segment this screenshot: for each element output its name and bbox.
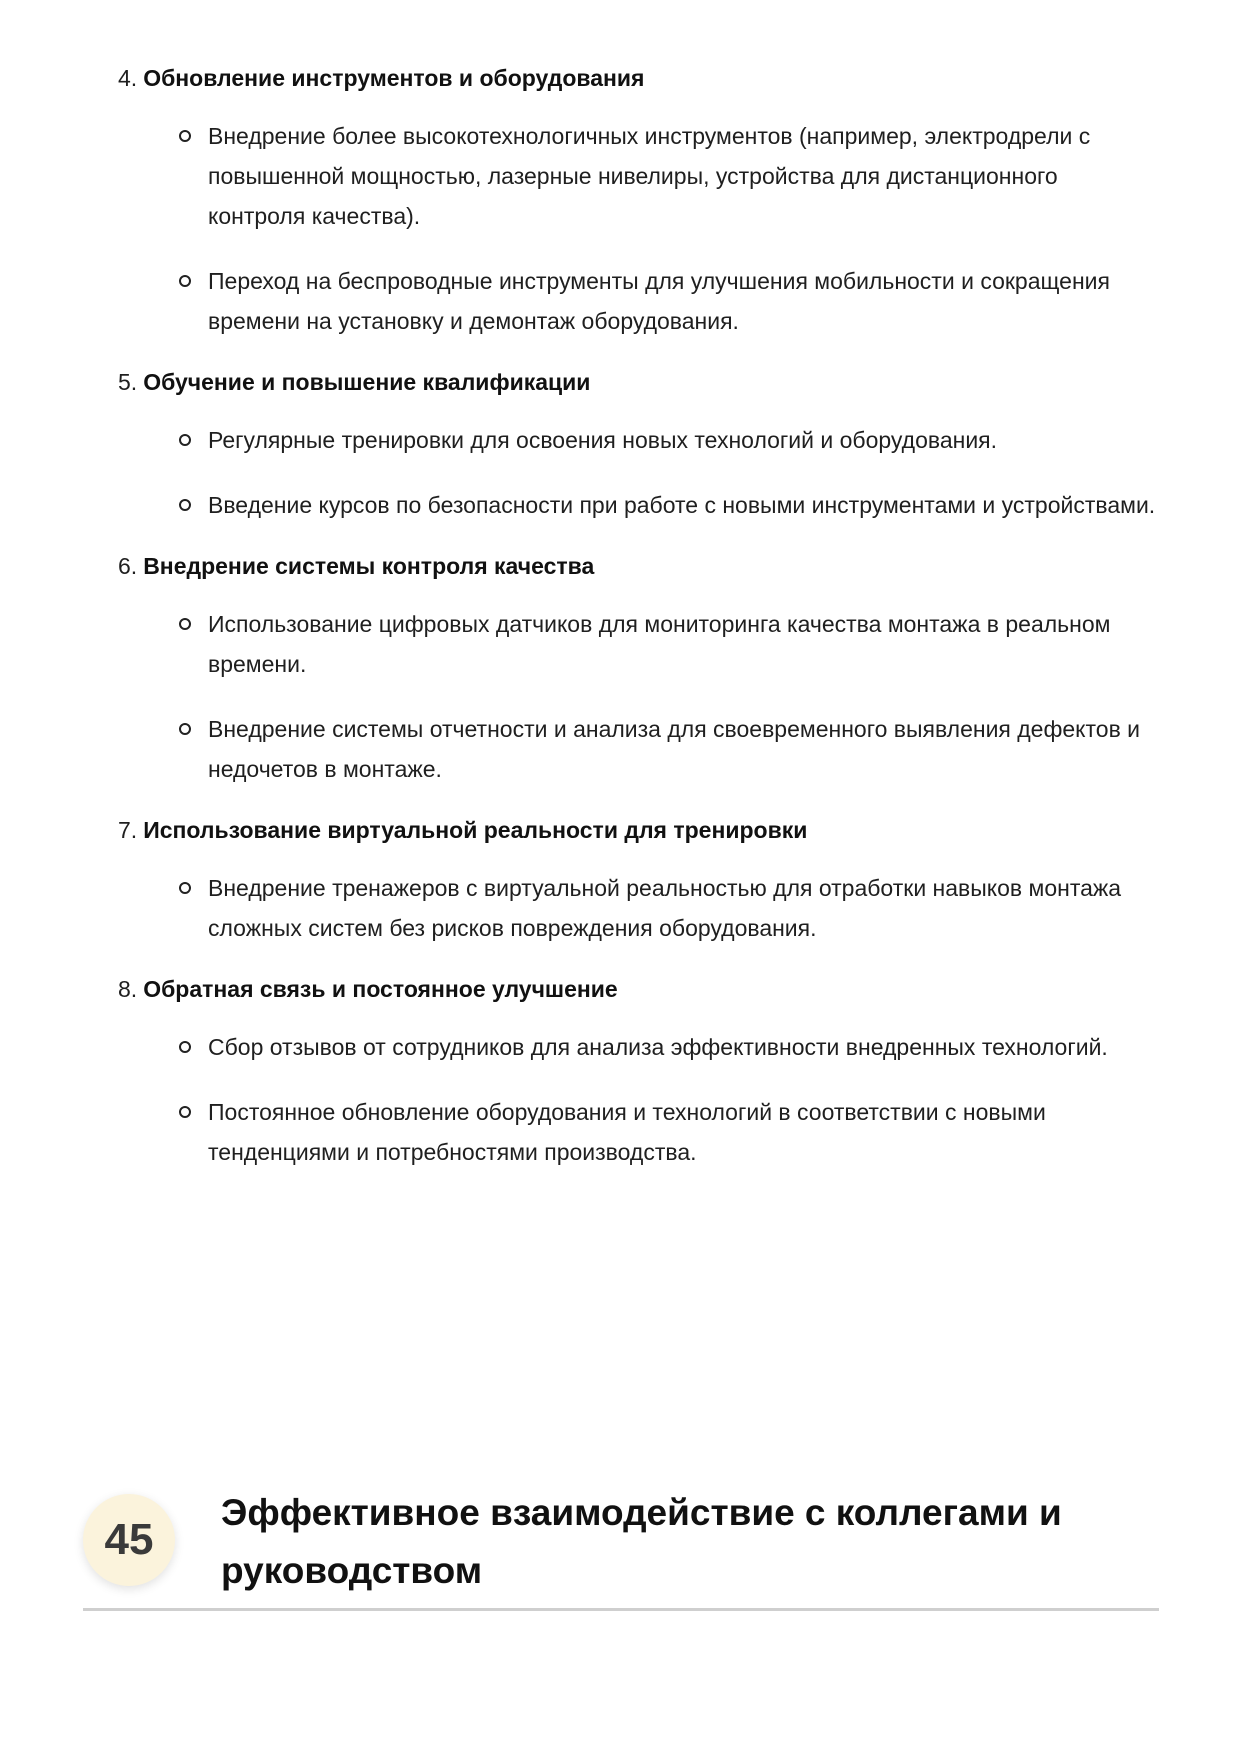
section-title: Обновление инструментов и оборудования: [143, 65, 645, 91]
list-item-text: Внедрение системы отчетности и анализа для своевременного выявления дефектов и недочетов в монтаже.: [208, 716, 1141, 782]
list-item-text: Регулярные тренировки для освоения новых технологий и оборудования.: [208, 427, 998, 453]
circle-bullet-icon: [179, 618, 191, 630]
bullet-list: [118, 868, 1158, 948]
numbered-list: [118, 62, 1158, 1197]
section-number: 5.: [118, 369, 138, 395]
list-item: [118, 709, 1158, 789]
section-number: 7.: [118, 817, 138, 843]
section-title: Внедрение системы контроля качества: [143, 553, 595, 579]
section-heading: [118, 62, 1158, 94]
list-item-text: Использование цифровых датчиков для мониторинга качества монтажа в реальном времени.: [208, 611, 1111, 677]
bullet-list: [118, 116, 1158, 341]
list-item: [118, 261, 1158, 341]
chapter-divider: [83, 1608, 1159, 1611]
list-section: [118, 550, 1158, 789]
list-item: [118, 1027, 1158, 1067]
list-item-text: Сбор отзывов от сотрудников для анализа эффективности внедренных технологий.: [208, 1034, 1108, 1060]
list-item: [118, 604, 1158, 684]
list-item-text: Введение курсов по безопасности при работе с новыми инструментами и устройствами.: [208, 492, 1156, 518]
list-item-text: Постоянное обновление оборудования и технологий в соответствии с новыми тенденциями и потребностями производства.: [208, 1099, 1046, 1165]
section-title: Обучение и повышение квалификации: [143, 369, 591, 395]
circle-bullet-icon: [179, 1106, 191, 1118]
list-item: [118, 485, 1158, 525]
section-number: 4.: [118, 65, 138, 91]
section-heading: [118, 366, 1158, 398]
section-number: 8.: [118, 976, 138, 1002]
list-section: [118, 814, 1158, 948]
circle-bullet-icon: [179, 130, 191, 142]
circle-bullet-icon: [179, 499, 191, 511]
bullet-list: [118, 420, 1158, 525]
list-section: [118, 366, 1158, 525]
circle-bullet-icon: [179, 882, 191, 894]
list-item: [118, 420, 1158, 460]
section-heading: [118, 550, 1158, 582]
chapter-header: [83, 1484, 1163, 1616]
circle-bullet-icon: [179, 434, 191, 446]
list-item: [118, 868, 1158, 948]
list-section: [118, 62, 1158, 341]
circle-bullet-icon: [179, 723, 191, 735]
list-item: [118, 116, 1158, 236]
section-title: Обратная связь и постоянное улучшение: [143, 976, 618, 1002]
section-heading: [118, 814, 1158, 846]
list-section: [118, 973, 1158, 1172]
chapter-number-badge: 45: [83, 1494, 175, 1586]
section-title: Использование виртуальной реальности для тренировки: [143, 817, 808, 843]
list-item-text: Внедрение более высокотехнологичных инструментов (например, электродрели с повышенной мощностью, лазерные нивелиры, устройства для дистанционного контроля качества).: [208, 123, 1091, 229]
chapter-title: Эффективное взаимодействие с коллегами и руководством: [221, 1492, 1062, 1591]
list-item: [118, 1092, 1158, 1172]
circle-bullet-icon: [179, 1041, 191, 1053]
bullet-list: [118, 604, 1158, 789]
list-item-text: Переход на беспроводные инструменты для улучшения мобильности и сокращения времени на установку и демонтаж оборудования.: [208, 268, 1110, 334]
bullet-list: [118, 1027, 1158, 1172]
list-item-text: Внедрение тренажеров с виртуальной реальностью для отработки навыков монтажа сложных систем без рисков повреждения оборудования.: [208, 875, 1122, 941]
section-number: 6.: [118, 553, 138, 579]
section-heading: [118, 973, 1158, 1005]
circle-bullet-icon: [179, 275, 191, 287]
